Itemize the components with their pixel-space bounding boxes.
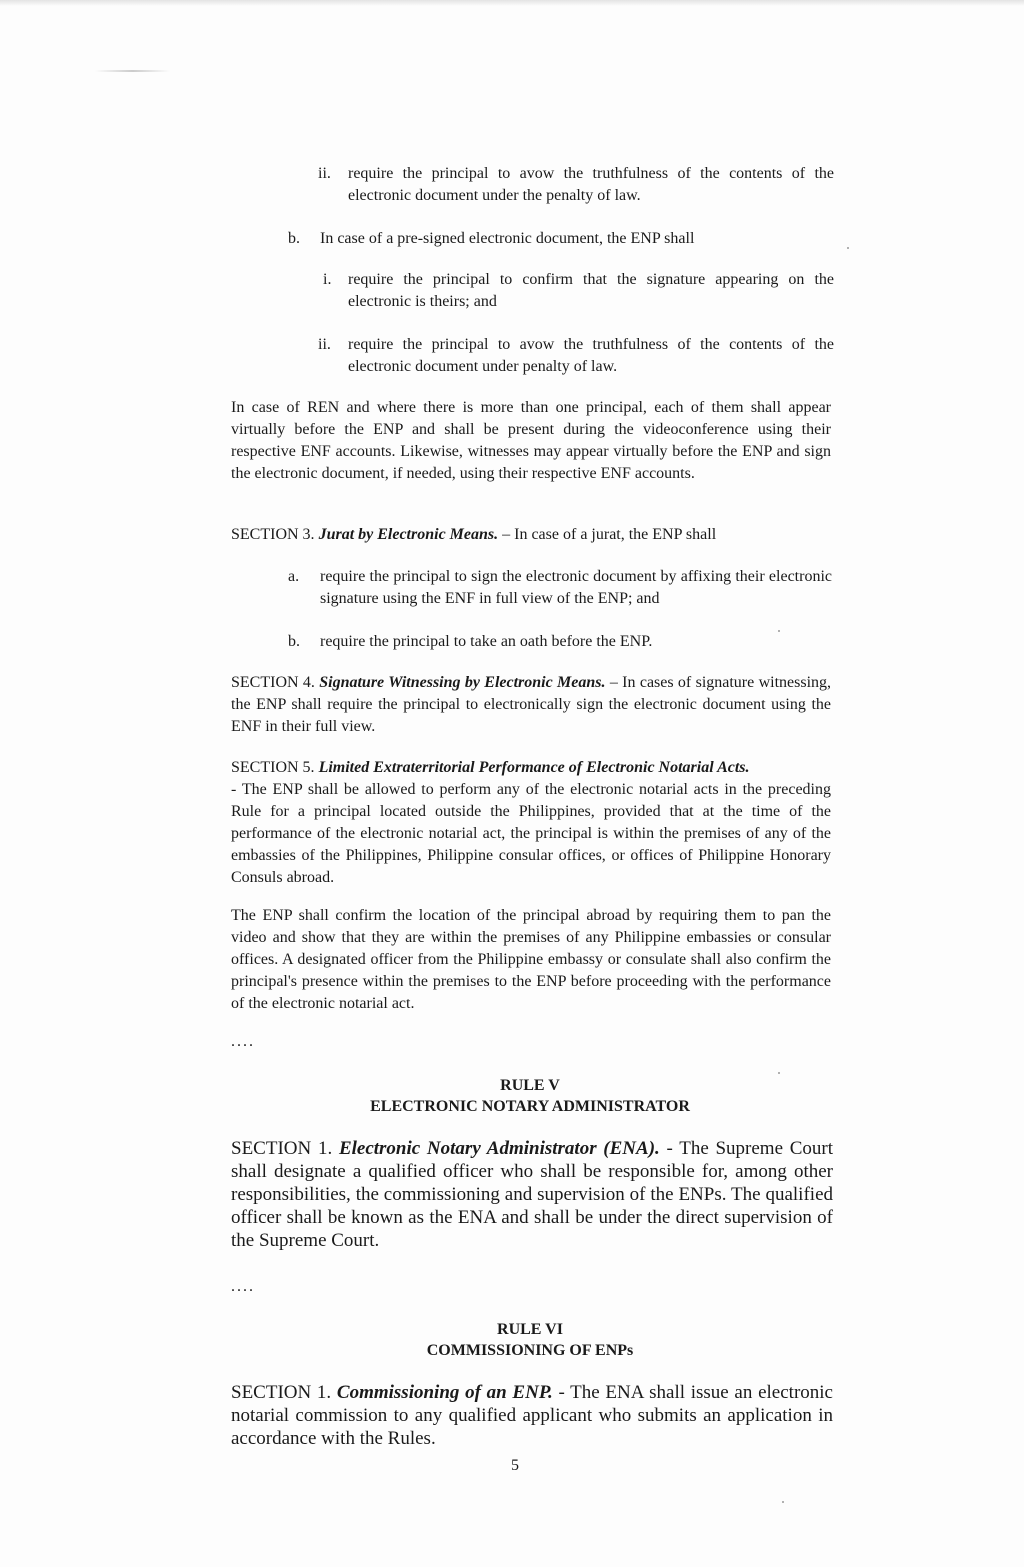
rule-6-heading: RULE VI: [497, 1321, 563, 1338]
section-3-intro: – In case of a jurat, the ENP shall: [502, 526, 717, 543]
rule-5-section-1: [231, 1137, 833, 1252]
list-marker-b: b.: [288, 633, 300, 650]
list-marker-ii: ii.: [318, 336, 331, 353]
section-5-label: SECTION 5.: [231, 759, 315, 776]
scan-speck: [847, 247, 849, 249]
list-item-ii: require the principal to avow the truthfulness of the contents of the electronic document under the penalty of law.: [348, 165, 834, 204]
section-5-title: Limited Extraterritorial Performance of Electronic Notarial Acts.: [318, 759, 750, 776]
list-marker-ii: ii.: [318, 165, 331, 182]
list-item-a: require the principal to sign the electronic document by affixing their electronic signature using the ENF in full view of the ENP; and: [320, 568, 832, 607]
list-marker-i: i.: [323, 271, 332, 288]
list-marker-b: b.: [288, 230, 300, 247]
omission-ellipsis: ....: [231, 1033, 255, 1050]
scan-speck: [778, 1072, 780, 1074]
list-item-b: require the principal to take an oath before the ENP.: [320, 633, 653, 650]
rule-6-subheading: COMMISSIONING OF ENPs: [426, 1342, 634, 1359]
section-5-paragraph-2: The ENP shall confirm the location of the principal abroad by requiring them to pan the video and show that they are within the premises of any Philippine embassies or consular offices. A designated officer from the Philippine embassy or consulate shall also confirm the principal's presence within the premises to the ENP before proceeding with the performance of the electronic notarial act.: [231, 907, 831, 1012]
section-4-label: SECTION 4.: [231, 674, 315, 691]
list-item-b: In case of a pre-signed electronic document, the ENP shall: [320, 230, 695, 247]
section-5-text: - The ENP shall be allowed to perform any of the electronic notarial acts in the preceding Rule for a principal located outside the Philippines, provided that at the time of the performance of the electronic notarial act, the principal is within the premises of any of the embassies of the Philippines, Philippine consular offices, or offices of Philippine Honorary Consuls abroad.: [231, 781, 831, 886]
section-4-paragraph: [231, 672, 831, 738]
list-marker-a: a.: [288, 568, 300, 585]
rule-6-section-1: [231, 1381, 833, 1450]
omission-ellipsis: ....: [231, 1278, 255, 1295]
rule-6-section-text: - The ENA shall issue an electronic notarial commission to any qualified applicant who submits an application in accordance with the Rules.: [231, 1382, 833, 1449]
rule-5-section-text: - The Supreme Court shall designate a qualified officer who shall be responsible for, among other responsibilities, the commissioning and supervision of the ENPs. The qualified officer shall be known as the ENA and shall be under the direct supervision of the Supreme Court.: [231, 1138, 834, 1251]
rule-5-section-title: Electronic Notary Administrator (ENA).: [338, 1138, 660, 1159]
rule-5-subheading: ELECTRONIC NOTARY ADMINISTRATOR: [370, 1098, 690, 1115]
page-number: 5: [511, 1457, 519, 1474]
list-item-ii: require the principal to avow the truthfulness of the contents of the electronic document under penalty of law.: [348, 336, 834, 375]
section-3-heading: [231, 524, 831, 546]
section-5-heading: [231, 757, 831, 779]
section-4-title: Signature Witnessing by Electronic Means.: [319, 674, 606, 691]
rule-6-section-title: Commissioning of an ENP.: [336, 1382, 553, 1403]
rule-5-section-label: SECTION 1.: [231, 1138, 333, 1159]
rule-5-heading: RULE V: [500, 1077, 560, 1094]
section-3-title: Jurat by Electronic Means.: [318, 526, 499, 543]
scan-shadow: [0, 0, 1024, 6]
scan-mark: [95, 70, 170, 72]
section-3-label: SECTION 3.: [231, 526, 315, 543]
list-item-i: require the principal to confirm that the signature appearing on the electronic is theirs; and: [348, 271, 834, 310]
scan-speck: [782, 1501, 784, 1503]
rule-6-section-label: SECTION 1.: [231, 1382, 332, 1403]
ren-paragraph: In case of REN and where there is more than one principal, each of them shall appear virtually before the ENP and shall be present during the videoconference using their respective ENF accounts. Likewise, witnesses may appear virtually before the ENP and sign the electronic document, if needed, using their respective ENF accounts.: [231, 399, 831, 482]
section-4-text: – In cases of signature witnessing, the ENP shall require the principal to electronically sign the electronic document using the ENF in their full view.: [231, 674, 832, 735]
